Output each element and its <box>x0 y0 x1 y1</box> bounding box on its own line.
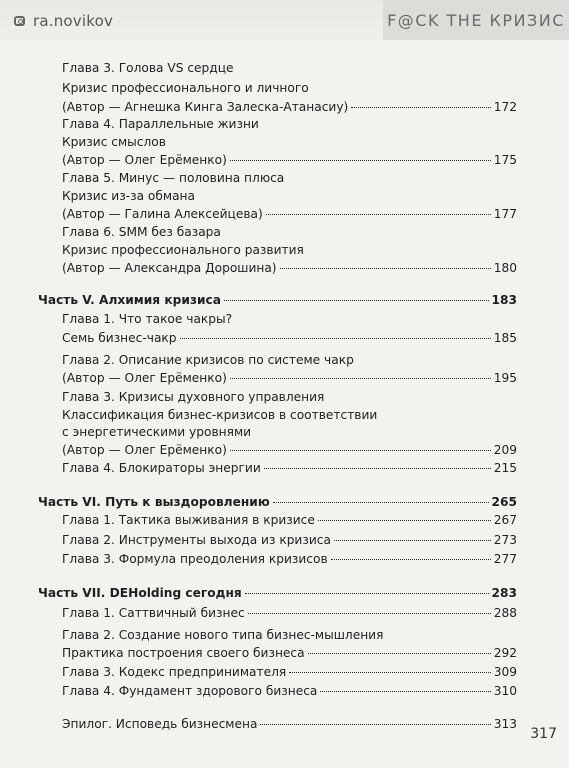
dot-leader <box>308 653 491 654</box>
toc-entry-page: 267 <box>493 513 517 527</box>
toc-entry-title: Глава 3. Кодекс предпринимателя <box>62 665 287 679</box>
toc-entry <box>62 170 284 187</box>
dot-leader <box>331 559 491 560</box>
toc-entry-title: Часть VI. Путь к выздоровлению <box>38 495 270 509</box>
toc-entry <box>62 627 383 644</box>
toc-entry <box>62 188 195 205</box>
toc-entry-title: Кризис профессионального развития <box>62 243 304 257</box>
page-number: 317 <box>530 726 557 742</box>
toc-part-entry <box>38 585 517 602</box>
toc-entry-title: Практика построения своего бизнеса <box>62 646 305 660</box>
camera-icon <box>14 16 25 26</box>
toc-entry <box>62 330 517 347</box>
toc-entry <box>62 80 309 97</box>
toc-entry-page: 215 <box>493 461 517 475</box>
dot-leader <box>266 214 491 215</box>
toc-entry-title: Глава 5. Минус — половина плюса <box>62 171 285 185</box>
toc-entry-page: 283 <box>491 586 517 600</box>
toc-part-entry <box>38 494 517 511</box>
toc-entry <box>62 352 354 369</box>
toc-entry-page: 309 <box>493 665 517 679</box>
toc-entry <box>62 206 517 223</box>
toc-entry-title: Кризис профессионального и личного <box>62 81 309 95</box>
account-name: ra.novikov <box>33 12 114 30</box>
toc-entry-title: Глава 4. Фундамент здорового бизнеса <box>62 684 318 698</box>
toc-entry <box>62 551 517 568</box>
toc-entry-title: Глава 1. Что такое чакры? <box>62 312 233 326</box>
toc-entry-page: 195 <box>493 371 517 385</box>
toc-entry <box>62 99 517 116</box>
toc-entry-page: 310 <box>493 684 517 698</box>
toc-entry-title: Классификация бизнес-кризисов в соответствии <box>62 408 378 422</box>
toc-entry-title: (Автор — Галина Алексейцева) <box>62 207 263 221</box>
toc-entry <box>62 152 517 169</box>
toc-entry <box>62 389 324 406</box>
dot-leader <box>230 450 491 451</box>
toc-entry-page: 180 <box>493 261 517 275</box>
dot-leader <box>224 300 489 301</box>
toc-entry-title: Эпилог. Исповедь бизнесмена <box>62 717 258 731</box>
dot-leader <box>264 468 491 469</box>
toc-entry-page: 277 <box>493 552 517 566</box>
dot-leader <box>245 593 489 594</box>
dot-leader <box>273 502 489 503</box>
dot-leader <box>280 268 491 269</box>
toc-entry-title: Кризис смыслов <box>62 135 166 149</box>
dot-leader <box>230 160 491 161</box>
dot-leader <box>230 378 491 379</box>
dot-leader <box>180 338 491 339</box>
toc-entry-title: (Автор — Олег Ерёменко) <box>62 443 227 457</box>
watermark-account <box>14 12 113 30</box>
toc-entry-page: 175 <box>493 153 517 167</box>
toc-entry-page: 292 <box>493 646 517 660</box>
toc-entry-title: (Автор — Олег Ерёменко) <box>62 371 227 385</box>
toc-entry-title: Часть V. Алхимия кризиса <box>38 293 221 307</box>
book-title: F@CK THE КРИЗИС <box>387 10 565 30</box>
toc-entry-title: Глава 1. Саттвичный бизнес <box>62 606 245 620</box>
dot-leader <box>320 691 490 692</box>
toc-entry-title: Глава 2. Создание нового типа бизнес-мышления <box>62 628 384 642</box>
dot-leader <box>260 724 490 725</box>
dot-leader <box>318 520 491 521</box>
toc-entry-title: Глава 6. SMM без базара <box>62 225 221 239</box>
dot-leader <box>289 672 491 673</box>
toc-entry <box>62 664 517 681</box>
toc-entry <box>62 716 517 733</box>
toc-entry-title: Глава 4. Блокираторы энергии <box>62 461 261 475</box>
toc-entry-page: 265 <box>491 495 517 509</box>
toc-entry <box>62 260 517 277</box>
toc-entry <box>62 116 259 133</box>
dot-leader <box>334 540 491 541</box>
toc-entry-title: Глава 4. Параллельные жизни <box>62 117 259 131</box>
toc-entry-page: 183 <box>491 293 517 307</box>
toc-entry-page: 313 <box>493 717 517 731</box>
toc-entry-page: 209 <box>493 443 517 457</box>
toc-entry <box>62 311 232 328</box>
toc-entry-page: 177 <box>493 207 517 221</box>
toc-entry-title: Глава 2. Описание кризисов по системе чакр <box>62 353 354 367</box>
toc-entry-title: с энергетическими уровнями <box>62 425 252 439</box>
dot-leader <box>248 613 491 614</box>
toc-entry-title: Глава 3. Голова VS сердце <box>62 61 234 75</box>
toc-entry-page: 273 <box>493 533 517 547</box>
toc-entry-title: (Автор — Агнешка Кинга Залеска-Атанасиу) <box>62 100 349 114</box>
toc-entry <box>62 683 517 700</box>
toc-entry <box>62 242 304 259</box>
toc-entry <box>62 532 517 549</box>
toc-entry-page: 288 <box>493 606 517 620</box>
toc-entry <box>62 370 517 387</box>
toc-entry-title: Глава 3. Формула преодоления кризисов <box>62 552 328 566</box>
dot-leader <box>351 107 490 108</box>
toc-entry-title: Глава 1. Тактика выживания в кризисе <box>62 513 315 527</box>
running-header <box>383 0 569 40</box>
toc-entry-title: Семь бизнес-чакр <box>62 331 177 345</box>
toc-entry-title: (Автор — Олег Ерёменко) <box>62 153 227 167</box>
toc-entry <box>62 224 221 241</box>
toc-entry <box>62 645 517 662</box>
toc-entry-title: (Автор — Александра Дорошина) <box>62 261 277 275</box>
toc-entry-page: 185 <box>493 331 517 345</box>
toc-entry-title: Глава 2. Инструменты выхода из кризиса <box>62 533 331 547</box>
toc-entry-page: 172 <box>493 100 517 114</box>
toc-entry <box>62 60 233 77</box>
toc-entry <box>62 605 517 622</box>
toc-entry <box>62 512 517 529</box>
toc-entry <box>62 442 517 459</box>
toc-entry <box>62 460 517 477</box>
toc-part-entry <box>38 292 517 309</box>
toc-entry <box>62 424 251 441</box>
toc-entry-title: Кризис из-за обмана <box>62 189 195 203</box>
toc-entry-title: Часть VII. DEHolding сегодня <box>38 586 242 600</box>
toc-entry <box>62 134 166 151</box>
toc-entry <box>62 407 377 424</box>
toc-entry-title: Глава 3. Кризисы духовного управления <box>62 390 325 404</box>
